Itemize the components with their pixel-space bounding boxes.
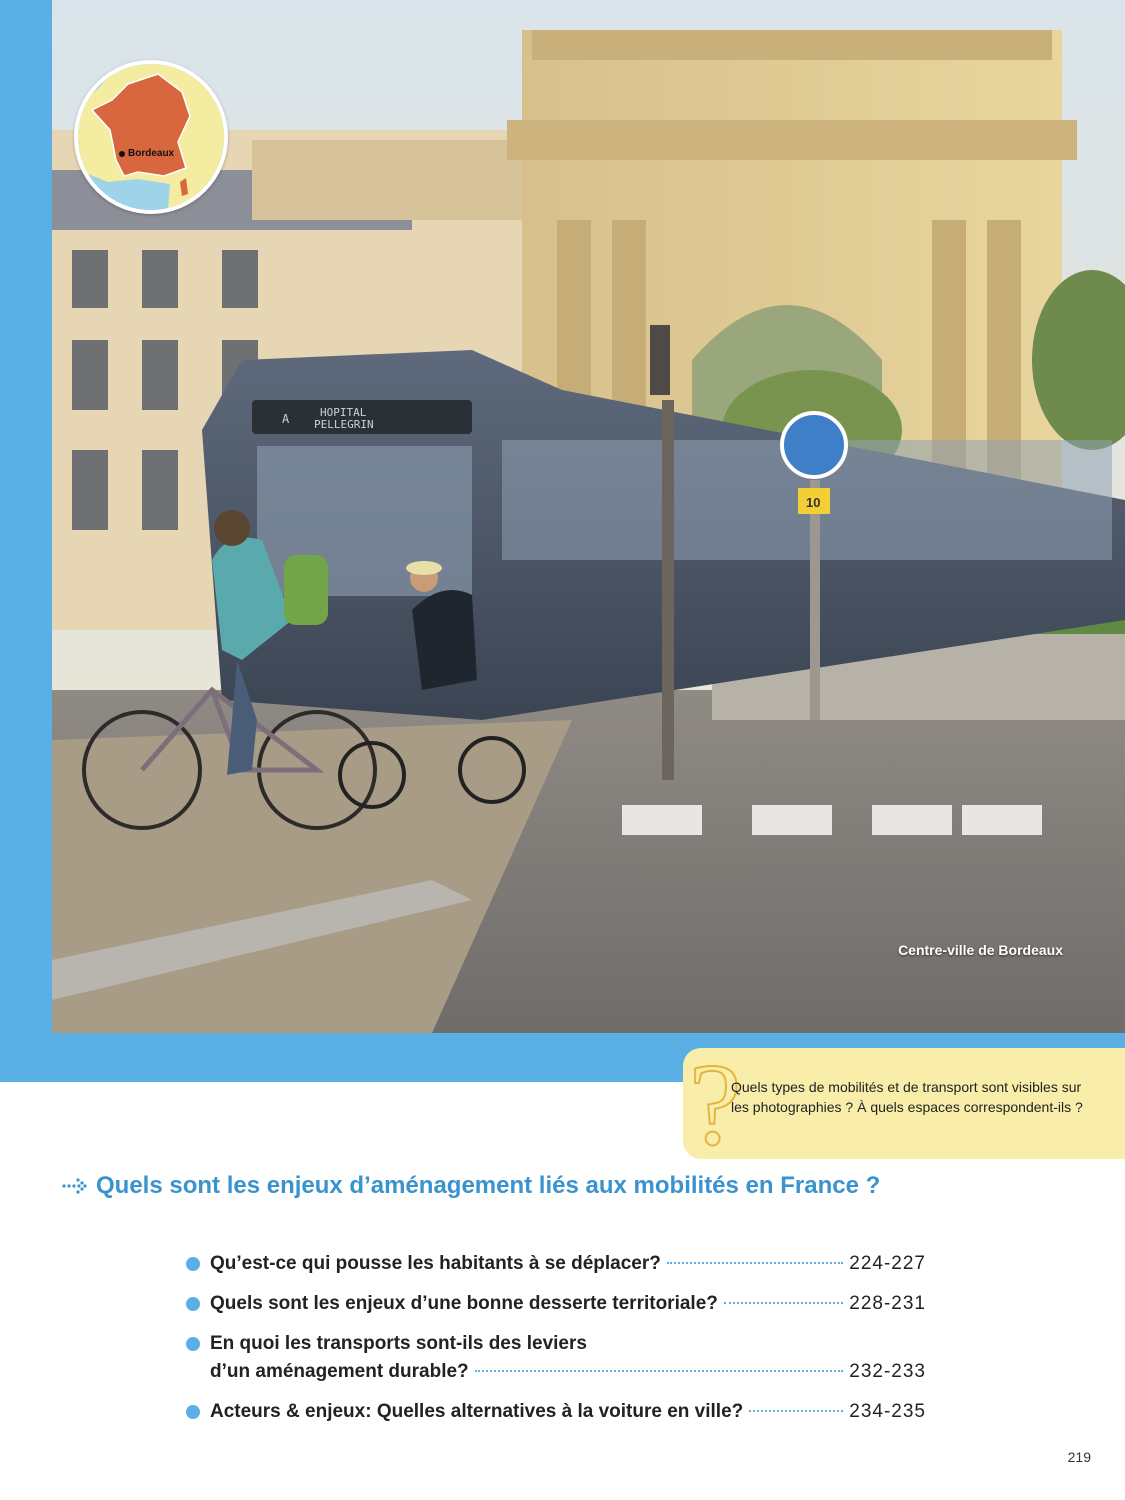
toc-item-pages: 234-235 [849,1401,926,1422]
toc-item-pages: 232-233 [849,1361,926,1382]
dot-leader [724,1302,843,1304]
main-question [62,1172,880,1200]
toc-item-title: Qu’est-ce qui pousse les habitants à se déplacer? [210,1253,661,1274]
toc-item-title-line-1: En quoi les transports sont-ils des leviers [210,1333,587,1354]
question-text: Quels types de mobilités et de transport sont visibles sur les photographies ? À quels espaces correspondent-ils ? [731,1079,1083,1115]
toc-item-title: Quels sont les enjeux d’une bonne desserte territoriale? [210,1293,718,1314]
road-sign-number: 10 [806,495,821,510]
inset-map [74,60,228,214]
bullet-icon [186,1337,200,1351]
bullet-icon [186,1297,200,1311]
city-dot-icon [119,151,125,157]
question-mark-icon: ? [689,1039,742,1170]
toc-item[interactable] [186,1290,926,1318]
tram-destination-line-2: PELLEGRIN [314,418,374,431]
tram-line-letter: A [282,412,290,426]
table-of-contents [186,1250,926,1438]
page-number: 219 [1067,1449,1091,1465]
dotted-arrow-icon [62,1177,88,1195]
toc-item[interactable] [186,1330,926,1386]
tram-destination-line-1: HOPITAL [320,406,367,419]
toc-item[interactable] [186,1398,926,1426]
main-question-text: Quels sont les enjeux d’aménagement liés aux mobilités en France ? [96,1172,881,1199]
dot-leader [475,1370,844,1372]
toc-item-pages: 228-231 [849,1293,926,1314]
photo-caption: Centre-ville de Bordeaux [898,942,1063,958]
dot-leader [667,1262,843,1264]
map-city-label [119,148,174,159]
question-box [683,1039,1125,1170]
map-city-name: Bordeaux [128,148,175,159]
toc-item-title: Acteurs & enjeux: Quelles alternatives à la voiture en ville? [210,1401,744,1422]
bullet-icon [186,1257,200,1271]
toc-item-title-line-2: d’un aménagement durable? [210,1361,469,1382]
dot-leader [749,1410,843,1412]
france-map-illustration [78,64,224,210]
toc-item[interactable] [186,1250,926,1278]
bullet-icon [186,1405,200,1419]
toc-item-pages: 224-227 [849,1253,926,1274]
